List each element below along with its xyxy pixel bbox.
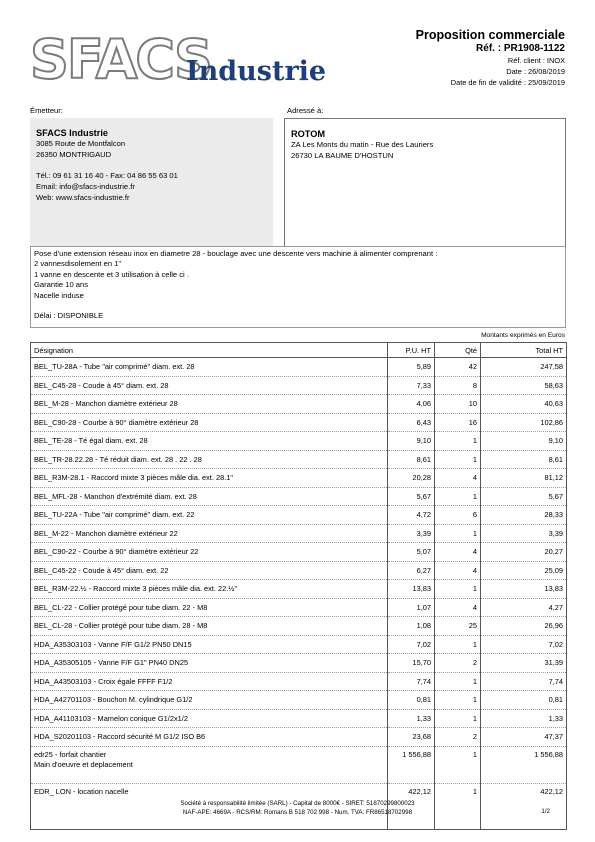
row-pu: 1 556,88: [388, 746, 435, 783]
row-qte: 42: [435, 358, 481, 377]
description-box: [30, 246, 566, 328]
table-row: [31, 543, 567, 562]
row-designation: HDA_A35303103 - Vanne F/F G1/2 PN50 DN15: [31, 635, 388, 654]
description-line: Délai : DISPONIBLE: [34, 311, 104, 321]
client-ref: Réf. client : INOX: [507, 56, 565, 65]
row-designation: BEL_TR-28.22.28 - Té réduit diam. ext. 28 . 22 . 28: [31, 450, 388, 469]
col-designation: Désignation: [31, 343, 388, 358]
row-pu: 6,27: [388, 561, 435, 580]
table-row: [31, 746, 567, 783]
table-row: [31, 432, 567, 451]
description-line: Garantie 10 ans: [34, 280, 89, 290]
table-row: [31, 709, 567, 728]
legal-footer: [0, 799, 595, 817]
row-qte: 1: [435, 691, 481, 710]
row-pu: 23,68: [388, 728, 435, 747]
emetteur-name: SFACS Industrie: [36, 128, 108, 138]
col-qte: Qté: [435, 343, 481, 358]
row-qte: 1: [435, 432, 481, 451]
table-row: [31, 617, 567, 636]
emetteur-phone: Tél.: 09 61 31 16 40 - Fax: 04 86 55 63 01: [36, 171, 178, 181]
row-designation: BEL_C90-22 - Courbe à 90° diamètre extérieur 22: [31, 543, 388, 562]
row-qte: 6: [435, 506, 481, 525]
row-qte: 1: [435, 450, 481, 469]
col-pu: P.U. HT: [388, 343, 435, 358]
row-designation: HDA_A35305105 - Vanne F/F G1" PN40 DN25: [31, 654, 388, 673]
table-row: [31, 469, 567, 488]
row-pu: 7,02: [388, 635, 435, 654]
row-total: 1,33: [481, 709, 567, 728]
row-qte: 2: [435, 728, 481, 747]
row-designation: HDA_A42701103 - Bouchon M. cylindrique G1/2: [31, 691, 388, 710]
row-total: 25,09: [481, 561, 567, 580]
row-qte: 1: [435, 746, 481, 783]
row-pu: 7,74: [388, 672, 435, 691]
row-qte: 1: [435, 709, 481, 728]
row-pu: 422,12: [388, 783, 435, 829]
validity-date: Date de fin de validité : 25/09/2019: [450, 78, 565, 87]
row-designation: HDA_A43503103 - Croix égale FFFF F1/2: [31, 672, 388, 691]
row-designation: BEL_C90-28 - Courbe à 90° diamètre extérieur 28: [31, 413, 388, 432]
row-pu: 5,07: [388, 543, 435, 562]
company-logo: [30, 28, 327, 91]
emetteur-address2: 26350 MONTRIGAUD: [36, 149, 112, 159]
row-total: 7,02: [481, 635, 567, 654]
row-designation: edr25 - forfait chantier Main d'oeuvre et deplacement: [31, 746, 388, 783]
emetteur-email: Email: info@sfacs-industrie.fr: [36, 182, 135, 192]
document-title: Proposition commerciale: [415, 28, 565, 42]
table-row: [31, 395, 567, 414]
row-designation: BEL_R3M-28.1 - Raccord mixte 3 pièces mâle dia. ext. 28.1": [31, 469, 388, 488]
emetteur-box: [30, 118, 273, 260]
row-total: 20,27: [481, 543, 567, 562]
row-qte: 1: [435, 524, 481, 543]
row-total: 13,83: [481, 580, 567, 599]
row-pu: 9,10: [388, 432, 435, 451]
row-pu: 13,83: [388, 580, 435, 599]
row-total: 102,86: [481, 413, 567, 432]
table-row: [31, 580, 567, 599]
table-row: [31, 691, 567, 710]
description-line: [34, 301, 562, 311]
row-qte: 25: [435, 617, 481, 636]
row-designation: HDA_A41103103 - Mamelon conique G1/2x1/2: [31, 709, 388, 728]
items-table: [30, 342, 567, 830]
description-line: Pose d'une extension réseau inox en diametre 28 - bouclage avec une descente vers machine à alimenter comprenant :: [34, 249, 438, 258]
row-total: 247,58: [481, 358, 567, 377]
row-pu: 20,28: [388, 469, 435, 488]
logo-subtitle: Industrie: [186, 56, 327, 87]
row-pu: 15,70: [388, 654, 435, 673]
row-total: 3,39: [481, 524, 567, 543]
table-row: [31, 487, 567, 506]
destinataire-box: [284, 118, 566, 260]
row-total: 26,96: [481, 617, 567, 636]
row-total: 47,37: [481, 728, 567, 747]
row-designation: BEL_C45-22 - Coude à 45° diam. ext. 22: [31, 561, 388, 580]
row-qte: 1: [435, 783, 481, 829]
row-pu: 1,08: [388, 617, 435, 636]
row-qte: 1: [435, 635, 481, 654]
row-total: 28,33: [481, 506, 567, 525]
description-line: 1 vanne en descente et 3 utilisation à celle ci .: [34, 269, 189, 279]
row-pu: 0,81: [388, 691, 435, 710]
table-row: [31, 524, 567, 543]
row-qte: 2: [435, 654, 481, 673]
row-total: 58,63: [481, 376, 567, 395]
row-pu: 4,72: [388, 506, 435, 525]
table-row: [31, 598, 567, 617]
document-header: [416, 28, 565, 87]
table-row: [31, 358, 567, 377]
row-total: 8,61: [481, 450, 567, 469]
table-row: [31, 450, 567, 469]
row-qte: 16: [435, 413, 481, 432]
emetteur-label: Émetteur:: [30, 106, 63, 115]
row-qte: 4: [435, 598, 481, 617]
row-qte: 1: [435, 487, 481, 506]
footer-line1: Société à responsabilité limitée (SARL) - Capital de 8000€ - SIRET: 51870299800023: [180, 800, 415, 807]
row-qte: 4: [435, 469, 481, 488]
row-designation: BEL_M-22 - Manchon diamètre extérieur 22: [31, 524, 388, 543]
destinataire-address1: ZA Les Monts du matin - Rue des Lauriers: [291, 140, 434, 149]
row-qte: 8: [435, 376, 481, 395]
page-number: 1/2: [541, 808, 550, 815]
destinataire-address2: 26730 LA BAUME D'HOSTUN: [291, 150, 394, 160]
row-qte: 4: [435, 543, 481, 562]
table-row: [31, 654, 567, 673]
row-pu: 6,43: [388, 413, 435, 432]
row-qte: 10: [435, 395, 481, 414]
table-row: [31, 376, 567, 395]
emetteur-address1: 3085 Route de Montfalcon: [36, 139, 126, 148]
row-pu: 5,67: [388, 487, 435, 506]
col-total: Total HT: [481, 343, 567, 358]
row-total: 422,12: [481, 783, 567, 829]
row-qte: 4: [435, 561, 481, 580]
row-pu: 4,06: [388, 395, 435, 414]
footer-line2: NAF-APE: 4669A - RCS/RM: Romans B 518 702 998 - Num. TVA: FR86518702998: [182, 809, 413, 816]
row-total: 1 556,88: [481, 746, 567, 783]
row-pu: 3,39: [388, 524, 435, 543]
table-row: [31, 561, 567, 580]
row-designation: BEL_CL-22 - Collier protégé pour tube diam. 22 - M8: [31, 598, 388, 617]
row-designation: BEL_C45-28 - Coude à 45° diam. ext. 28: [31, 376, 388, 395]
row-pu: 7,33: [388, 376, 435, 395]
row-designation: EDR_ LON - location nacelle: [31, 783, 388, 829]
row-designation: BEL_MFL-28 - Manchon d'extrémité diam. ext. 28: [31, 487, 388, 506]
table-row: [31, 728, 567, 747]
row-designation: HDA_S20201103 - Raccord sécurité M G1/2 ISO B6: [31, 728, 388, 747]
table-row: [31, 413, 567, 432]
table-row: [31, 672, 567, 691]
row-qte: 1: [435, 580, 481, 599]
table-header-row: [31, 343, 567, 358]
row-designation: BEL_TU-28A - Tube "air comprimé" diam. ext. 28: [31, 358, 388, 377]
row-total: 4,27: [481, 598, 567, 617]
row-total: 31,39: [481, 654, 567, 673]
row-designation: BEL_M-28 - Manchon diamètre extérieur 28: [31, 395, 388, 414]
emetteur-web: Web: www.sfacs-industrie.fr: [36, 192, 130, 202]
row-total: 0,81: [481, 691, 567, 710]
destinataire-name: ROTOM: [291, 129, 326, 139]
row-total: 81,12: [481, 469, 567, 488]
destinataire-label: Adressé à:: [287, 106, 324, 115]
row-designation: BEL_TU-22A - Tube "air comprimé" diam. ext. 22: [31, 506, 388, 525]
row-qte: 1: [435, 672, 481, 691]
description-line: 2 vannesdisolement en 1": [34, 259, 122, 269]
row-pu: 8,61: [388, 450, 435, 469]
currency-note: Montants exprimés en Euros: [481, 332, 565, 339]
description-line: Nacelle induse: [34, 290, 84, 300]
document-date: Date : 26/08/2019: [506, 67, 565, 76]
row-designation: BEL_R3M-22.½ - Raccord mixte 3 pièces mâle dia. ext. 22.½": [31, 580, 388, 599]
row-pu: 1,07: [388, 598, 435, 617]
table-row: [31, 506, 567, 525]
row-total: 7,74: [481, 672, 567, 691]
logo-brand: SFACS: [30, 28, 211, 91]
row-total: 5,67: [481, 487, 567, 506]
row-pu: 1,33: [388, 709, 435, 728]
row-designation: BEL_TE-28 - Té égal diam. ext. 28: [31, 432, 388, 451]
table-row: [31, 635, 567, 654]
row-pu: 5,89: [388, 358, 435, 377]
row-designation: BEL_CL-28 - Collier protégé pour tube diam. 28 - M8: [31, 617, 388, 636]
row-total: 9,10: [481, 432, 567, 451]
row-total: 40,63: [481, 395, 567, 414]
document-ref: Réf. : PR1908-1122: [476, 43, 565, 54]
